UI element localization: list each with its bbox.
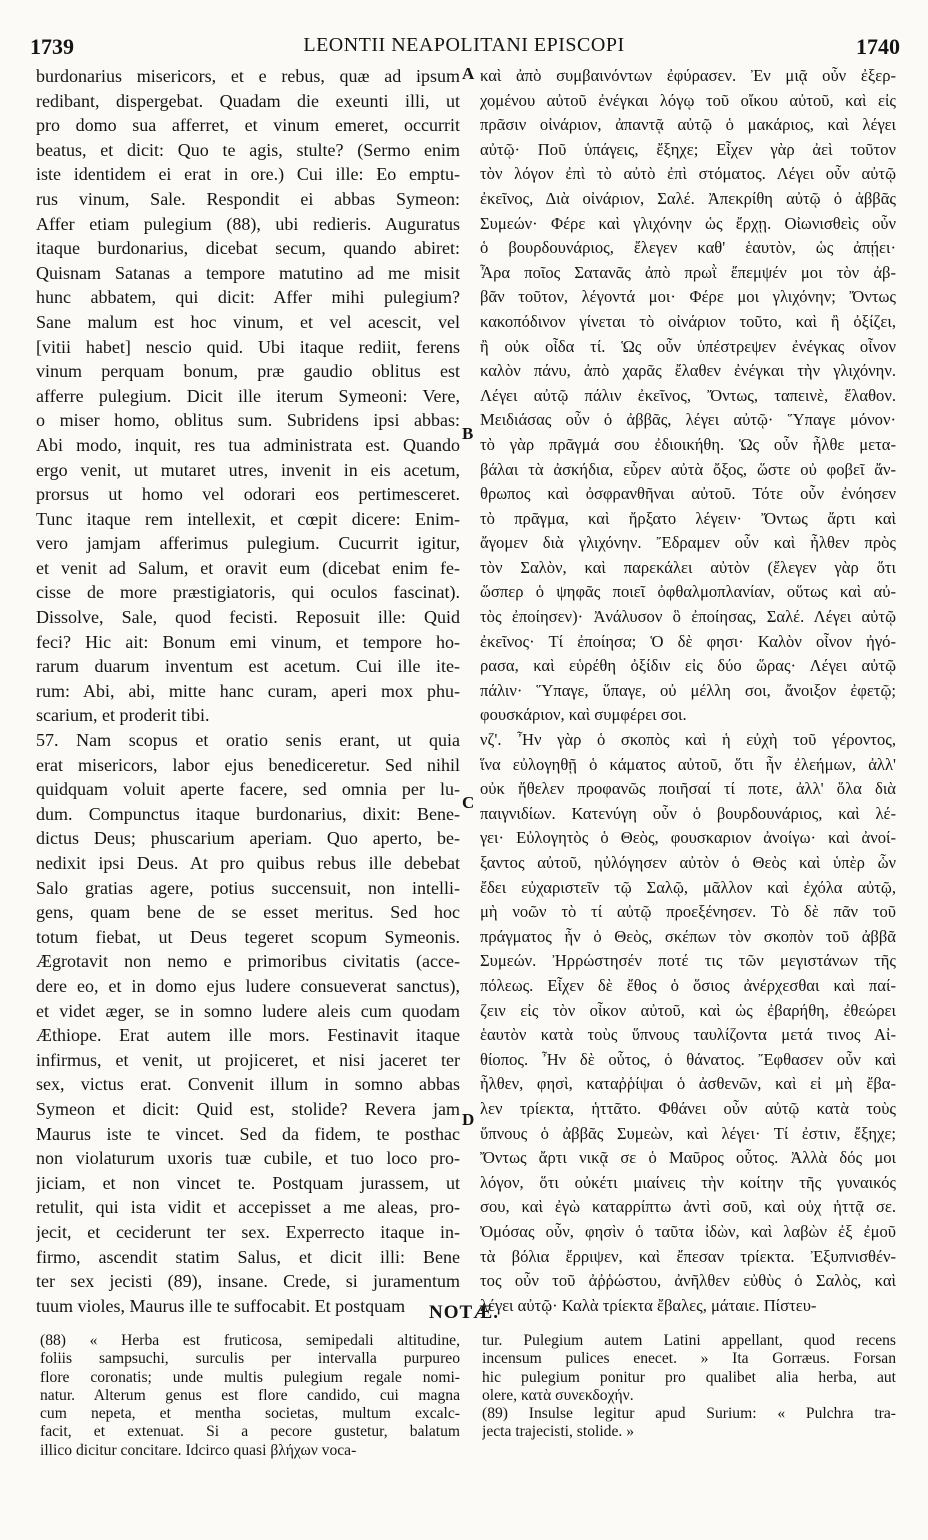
text-line: burdonarius misericors, et e rebus, quæ ad ipsum: [36, 66, 460, 86]
text-line: vero jamjam afferimus pulegium. Cucurrit igitur,: [36, 533, 460, 554]
text-line: ἄγομεν διὰ γλιχόνην. Ἔδραμεν οὖν καὶ ἦλθεν πρὸς: [480, 533, 896, 553]
text-line: firmo, ascendit statim Salus, et dicit illi: Bene: [36, 1246, 460, 1267]
margin-marker-a: A: [462, 64, 475, 83]
text-line: hic pulegium ponitur pro qualibet alia herba, aut: [482, 1368, 896, 1386]
text-line: ergo venit, ut mutaret utres, invenit in eis acetum,: [36, 459, 460, 480]
text-line: τὸ πρᾶγμα, καὶ ἤρξατο λέγειν· Ὄντως ἄρτι καὶ: [480, 508, 896, 528]
text-line: βᾶν τοῦτον, λέγοντά μοι· Φέρε μοι γλιχόνην; Ὄντως: [480, 287, 896, 307]
text-line: ἑαυτὸν κατὰ τοὺς ὕπνους ταυλίζοντα μετά τινος Αἰ-: [480, 1025, 896, 1045]
text-line: facit, et extenuat. Si a pecore gustetur, balatum: [40, 1423, 460, 1441]
text-line: incensum pulices enecet. » Ita Gorræus. Forsan: [482, 1350, 896, 1368]
text-line: rus vinum, Sale. Respondit ei abbas Symeon:: [36, 188, 460, 209]
text-line: jecit, et ceciderunt ter sex. Experrecto itaque in-: [36, 1221, 460, 1242]
text-line: ξαντος αὐτοῦ, ηὐλόγησεν αὐτὸν ὁ Θεὸς καὶ ὑπὲρ ὧν: [480, 853, 896, 872]
text-line: prorsus ut homo vel odorari eos pertimesceret.: [36, 484, 460, 505]
text-line: Ὄντως ἄρτι νικᾷ σε ὁ Μαῦρος οὗτος. Ἀλλὰ δός μοι: [480, 1148, 896, 1168]
page-number-right: 1740: [856, 34, 900, 59]
text-line: γει· Εὐλογητὸς ὁ Θεὸς, φουσκαριον ἀνοίγω· καὶ ἀνοί-: [480, 828, 896, 848]
text-line: dere eo, et in domo ejus ludere consueverat sanctus),: [36, 975, 460, 996]
text-line: καλὸν πάνυ, ἀπὸ χαρᾶς ἔλαθεν ἐνέγκαι τὴν γλιχόνην.: [480, 361, 896, 381]
greek-column: [480, 64, 896, 1318]
text-line: Salo gratias agere, potius succensuit, non intelli-: [36, 877, 460, 898]
text-line: foliis sampsuchi, surculis per intervalla purpureo: [40, 1350, 460, 1368]
text-line: feci? Hic ait: Bonum emi vinum, et tempore ho-: [36, 631, 460, 652]
text-line: Συμεών· Φέρε καὶ γλιχόνην ὡς ἔρχῃ. Οἰωνισθεὶς οὖν: [480, 213, 896, 233]
text-line: illico dicitur concitare. Idcirco quasi βλήχων voca-: [40, 1441, 357, 1459]
text-line: dum. Compunctus itaque burdonarius, dixit: Bene-: [36, 803, 460, 824]
text-line: πράγματος ἦν ὁ Θεὸς, σκέπων τὸν σκοπὸν τοῦ ἀββᾶ: [480, 926, 896, 946]
text-line: Μειδιάσας οὖν ὁ ἀββᾶς, λέγει αὐτῷ· Ὕπαγε μόνον·: [480, 410, 896, 430]
text-line: οὐκ ἤθελεν προφανῶς ποιῆσαί τί ποτε, ἀλλ' ὅλα διὰ: [480, 779, 896, 799]
text-line: cum nepeta, et mentha societas, multum excalc-: [40, 1405, 460, 1423]
text-line: rarum duarum inventum est acetum. Cui ille ite-: [36, 656, 460, 677]
margin-marker-c: C: [462, 793, 475, 812]
text-line: φουσκάριον, καὶ συμφέρει σοι.: [480, 705, 687, 725]
text-line: Λέγει αὐτῷ πάλιν ἐκεῖνος, Ὄντως, ταπεινὲ, ἔλαθον.: [480, 385, 896, 405]
notes-left-column: [40, 1332, 460, 1460]
text-line: αὐτῷ· Ποῦ ὑπάγεις, ἔξηχε; Εἶχεν γὰρ ἀεὶ τοῦτον: [480, 139, 896, 159]
text-line: et venit ad Salum, et oravit eum (dicebat enim fe-: [36, 557, 460, 578]
text-line: βάλαι τὰ ἀσκήδια, εὗρεν αὐτὰ ὄξος, ὥστε οὐ φοβεῖ ἄν-: [480, 459, 896, 479]
text-line: σου, καὶ ἐγὼ καταρρίπτω ἀντὶ σοῦ, καὶ οὐχ ἡττᾷ σε.: [480, 1197, 896, 1217]
text-line: Ægrotavit non nemo e primoribus civitatis (acce-: [36, 951, 460, 972]
text-line: ἔδει εὐχαριστεῖν τῷ Σαλῷ, μᾶλλον καὶ ἐχόλα αὐτῷ,: [480, 877, 896, 897]
text-line: erat misericors, labor ejus benediceretur. Sed nihil: [36, 754, 460, 775]
text-line: sex, victus erat. Convenit illum in somno abbas: [36, 1074, 460, 1095]
text-line: beatus, et dicit: Quo te agis, stulte? (Sermo enim: [36, 139, 460, 160]
text-line: [vitii habet] nescio quid. Ubi itaque rediit, ferens: [36, 336, 460, 357]
text-line: καὶ ἀπὸ συμβαινόντων ἐφύρασεν. Ἐν μιᾷ οὖν ἐξερ-: [480, 66, 896, 85]
text-line: μὴ νοῶν τὸ τί αὐτῷ προεξένησεν. Τὸ δὲ πᾶν τοῦ: [480, 902, 896, 922]
text-line: παιγνιδίων. Κατενύγη οὖν ὁ βουρδουνάριος, καὶ λέ-: [480, 803, 896, 823]
text-line: olere, κατὰ συνεκδοχήν.: [482, 1386, 634, 1404]
text-line: λεν τρίεκτα, ἡττᾶτο. Φθάνει οὖν αὐτῷ κατὰ τοὺς: [480, 1098, 896, 1118]
text-line: (89) Insulse legitur apud Surium: « Pulchra tra-: [482, 1405, 896, 1423]
text-line: jiciam, et non vincet te. Postquam jurassem, ut: [36, 1172, 460, 1193]
page-header: [0, 6, 928, 59]
text-line: tuum violes, Maurus ille te suffocabit. Et postquam: [36, 1295, 406, 1316]
text-line: τὰ βόλια ἔρριψεν, καὶ ἔπεσαν τρίεκτα. Ἐξυπνισθέν-: [480, 1246, 896, 1266]
text-line: et videt æger, se in somno ludere aleis cum quodam: [36, 1000, 460, 1021]
text-line: infirmus, et venit, ut projiceret, et nisi jaceret ter: [36, 1049, 460, 1070]
margin-marker-b: B: [462, 424, 474, 443]
text-line: τος οὖν τοῦ ἀῤῥώστου, ἀνῆλθεν εὐθὺς ὁ Σαλὸς, καὶ: [480, 1271, 896, 1291]
text-line: Quisnam Satanas a tempore matutino ad me misit: [36, 262, 460, 283]
text-line: πάλιν· Ὕπαγε, ὕπαγε, οὐ μέλλη σοι, ἄνοιξον ἐφετῷ;: [480, 680, 896, 700]
text-line: non violaturum uxoris tuæ cubile, et tuo loco pro-: [36, 1148, 460, 1169]
text-line: (88) « Herba est fruticosa, semipedali altitudine,: [40, 1332, 460, 1349]
text-line: Ἆρα ποῖος Σατανᾶς ἀπὸ πρωῒ ἔπεμψέν μοι τὸν ἀβ-: [480, 262, 896, 282]
text-line: nedixit ipsi Deus. At pro quibus rebus ille debebat: [36, 853, 460, 873]
text-line: retulit, qui ista vidit et accepisset a me aleas, pro-: [36, 1197, 460, 1218]
text-line: Sane malum est hoc vinum, et vel acescit, vel: [36, 311, 460, 332]
text-line: Symeon et dicit: Quid est, stolide? Revera jam: [36, 1098, 460, 1119]
text-line: itaque burdonarius, dicebat secum, quando abiret:: [36, 238, 460, 259]
text-line: Συμεών. Ἠρρώστησέν ποτέ τις τῶν μεγιστάνων τῆς: [480, 951, 896, 971]
text-line: Æthiope. Erat autem ille mors. Festinavit itaque: [36, 1025, 460, 1046]
text-line: flore coronatis; unde multis pulegium regale nomi-: [40, 1368, 460, 1386]
text-line: τὸν λόγον ἐπὶ τὸ αὐτὸ ἐπὶ στόματος. Λέγει οὖν αὐτῷ: [480, 164, 896, 184]
notes-title: NOTÆ.: [429, 1302, 499, 1323]
text-line: vinum perquam bonum, præ gaudio oblitus est: [36, 361, 460, 382]
text-line: iste identidem ei erat in ore.) Cui ille: Eo emptu-: [36, 164, 460, 185]
text-line: Dissolve, Sale, quod fecisti. Reposuit ille: Quid: [36, 607, 460, 628]
text-line: τὸν Σαλὸν, καὶ παρεκάλει αὐτὸν (ἔλεγεν γὰρ ὅτι: [480, 557, 896, 577]
text-line: τὸς ἐποίησεν)· Ἀνάλυσον ὃ ἐποίησας, Σαλέ. Λέγει αὐτῷ: [480, 607, 896, 627]
text-line: scarium, et proderit tibi.: [36, 705, 210, 726]
latin-column: [36, 64, 460, 1318]
text-line: Maurus iste te vincet. Sed da fidem, te posthac: [36, 1123, 460, 1144]
text-line: κακοπόδινον γίνεται τὸ οἰνάριον τοῦτο, καὶ ἢ ὀξίζει,: [480, 311, 896, 331]
text-line: ἦλθεν, φησὶ, καταῤῥίψαι ὁ ἀσθενῶν, καὶ εἰ μὴ ἔβα-: [480, 1074, 896, 1094]
text-line: rum: Abi, abi, mitte hanc curam, aperi mox phu-: [36, 680, 460, 701]
text-line: Abi modo, inquit, res tua administrata est. Quando: [36, 434, 460, 455]
text-line: πόλεως. Εἶχεν δὲ ἔθος ὁ ὅσιος ἀνέρχεσθαι καὶ παί-: [480, 975, 896, 995]
text-line: ὕπνους ὁ ἀββᾶς Συμεὼν, καὶ λέγει· Τί ἐστιν, ἔξηχε;: [480, 1123, 896, 1143]
text-line: hunc abbatem, qui dicit: Affer mihi pulegium?: [36, 287, 460, 308]
text-line: pro domo sua afferret, et vinum emeret, occurrit: [36, 115, 460, 136]
text-line: dictus Deus; phuscarium aperiam. Quo aperto, be-: [36, 828, 460, 849]
text-line: natur. Alterum genus est flore candido, cui magna: [40, 1386, 460, 1404]
text-line: 57. Nam scopus et oratio senis erant, ut quia: [36, 730, 460, 751]
text-line: θίοπος. Ἦν δὲ οὗτος, ὁ θάνατος. Ἔφθασεν οὖν καὶ: [480, 1049, 896, 1069]
text-line: ἐκεῖνος, Διὰ οἰνάριον, Σαλέ. Ἀπεκρίθη αὐτῷ ὁ ἀββᾶς: [480, 188, 896, 208]
text-line: tur. Pulegium autem Latini appellant, quod recens: [482, 1332, 896, 1349]
notes-right-column: [482, 1332, 896, 1442]
text-line: cisse de more præstigiatoris, qui oculos fascinat).: [36, 582, 460, 603]
text-line: quidquam voluit aperte facere, sed omnia per lu-: [36, 779, 460, 800]
running-title: LEONTII NEAPOLITANI EPISCOPI: [303, 34, 625, 56]
text-line: Tunc itaque rem intellexit, et cœpit dicere: Enim-: [36, 508, 460, 529]
text-line: θρωπος καὶ ὀσφρανθῆναι αὐτοῦ. Τότε οὖν ἐνόησεν: [480, 484, 896, 504]
text-line: ἵνα εὐλογηθῇ ὁ κάματος αὐτοῦ, ὅτι ἦν ἐλεήμων, ἀλλ': [480, 754, 896, 774]
text-line: χομένου αὐτοῦ ἐνέγκαι λόγῳ τοῦ οἴκου αὐτοῦ, καὶ εἰς: [480, 90, 896, 110]
text-line: ter sex jecisti (89), insane. Crede, si juramentum: [36, 1271, 460, 1292]
text-line: ὁ βουρδουνάριος, ἔλεγεν καθ' ἑαυτὸν, ὡς ἀπῄει·: [480, 238, 896, 258]
text-line: λόγον, ὅτι οὐκέτι μιαίνεις τὴν κοίτην τῆς γυναικός: [480, 1172, 896, 1192]
text-line: totum fiebat, ut Deus tegeret scopum Symeonis.: [36, 926, 460, 947]
text-line: πρᾶσιν οἰνάριον, ἀπαντᾷ αὐτῷ ὁ μακάριος, καὶ λέγει: [480, 115, 896, 135]
text-line: o miser homo, oblitus sum. Subridens ipsi abbas:: [36, 410, 460, 431]
text-line: Ὀμόσας οὖν, φησὶν ὁ ταῦτα ἰδὼν, καὶ λαβὼν ἐξ ἐμοῦ: [480, 1221, 896, 1241]
text-line: ἐκεῖνος· Τί ἐποίησα; Ὁ δὲ φησι· Καλὸν οἶνον ἠγό-: [480, 631, 896, 651]
margin-marker-d: D: [462, 1110, 475, 1129]
text-line: jecta trajecisti, stolide. »: [482, 1423, 634, 1441]
text-line: λέγει αὐτῷ· Καλὰ τρίεκτα ἔβαλες, μάταιε. Πίστευ-: [480, 1295, 817, 1315]
page-number-left: 1739: [30, 34, 74, 59]
text-line: Affer etiam pulegium (88), ubi redieris. Auguratus: [36, 213, 460, 234]
text-line: gens, quam bene de se esset meritus. Sed hoc: [36, 902, 460, 923]
text-line: afferre pulegium. Dicit ille iterum Symeoni: Vere,: [36, 385, 460, 406]
text-line: νζ'. Ἦν γὰρ ὁ σκοπὸς καὶ ἡ εὐχὴ τοῦ γέροντος,: [480, 730, 896, 750]
text-line: τὸ γὰρ πρᾶγμά σου ἐδιοικήθη. Ὡς οὖν ἦλθε μετα-: [480, 434, 896, 454]
text-line: redibant, dispergebat. Quadam die exeunti illi, ut: [36, 90, 460, 111]
text-line: ζειν εἰς τὸν οἶκον αὐτοῦ, καὶ ὡς ἐβαρήθη, ἐθεώρει: [480, 1000, 896, 1020]
text-line: ρασα, καὶ εὑρέθη ὀξίδιν εἰς δύο ὥρας· Λέγει αὐτῷ: [480, 656, 896, 676]
text-line: ὥσπερ ὁ ψηφᾶς ποιεῖ ὀφθαλμοπλανίαν, οὕτως καὶ αὐ-: [480, 582, 896, 602]
text-line: ἢ οὐκ οἶδα τί. Ὡς οὖν ὑπέστρεψεν ἐνέγκας οἶνον: [480, 336, 896, 356]
